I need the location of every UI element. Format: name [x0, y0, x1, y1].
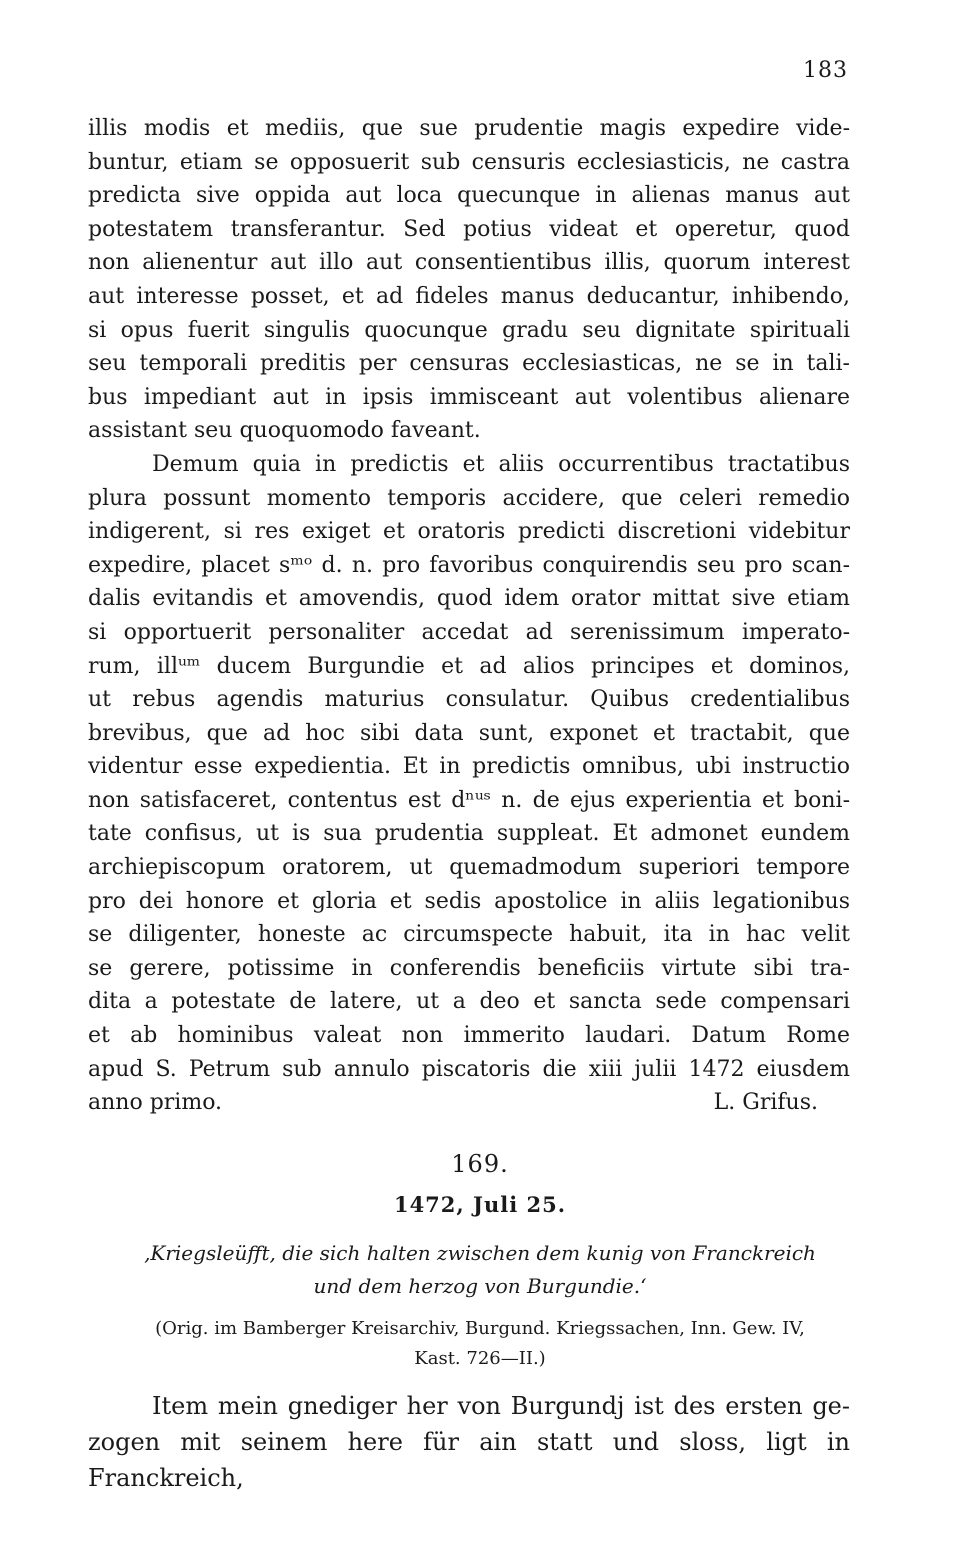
paragraph-2: [88, 448, 850, 1120]
text-line: apud S. Petrum sub annulo piscatoris die xiii julii 1472 eiusdem: [88, 1056, 850, 1082]
signatory: L. Grifus.: [713, 1090, 818, 1116]
text-line: indigerent, si res exiget et oratoris predicti discretioni videbitur: [88, 519, 850, 545]
text-line: rum, illᵘᵐ ducem Burgundie et ad alios principes et dominos,: [88, 653, 850, 679]
text-line: se diligenter, honeste ac circumspecte habuit, ita in hac velit: [88, 922, 850, 948]
text-line: zogen mit seinem here für ain statt und sloss, ligt in Franckreich,: [88, 1428, 850, 1492]
text-line: aut interesse posset, et ad fideles manus deducantur, inhibendo,: [88, 283, 850, 309]
text-line: archiepiscopum oratorem, ut quemadmodum superiori tempore: [88, 855, 850, 881]
text-line: bus impediant aut in ipsis immisceant aut volentibus alienare: [88, 384, 850, 410]
citation-line: Kast. 726—II.): [414, 1348, 546, 1369]
title-line: und dem herzog von Burgundie.‘: [313, 1274, 647, 1298]
document-number: 169.: [451, 1150, 509, 1178]
document-date: 1472, Juli 25.: [393, 1192, 567, 1217]
paragraph-1: [88, 112, 850, 448]
text-line: videntur esse expedientia. Et in predictis omnibus, ubi instructio: [88, 754, 850, 780]
document-title: [120, 1237, 840, 1303]
text-line: predicta sive oppida aut loca quecunque in alienas manus aut: [88, 183, 850, 209]
text-line: brevibus, que ad hoc sibi data sunt, exponet et tractabit, que: [88, 720, 850, 746]
signoff-text: anno primo.: [88, 1090, 223, 1116]
main-text: [88, 112, 850, 1120]
text-line: expedire, placet sᵐᵒ d. n. pro favoribus conquirendis seu pro scan-: [88, 552, 850, 578]
text-line: tate confisus, ut is sua prudentia suppleat. Et admonet eundem: [88, 821, 850, 847]
text-line: non alienentur aut illo aut consentientibus illis, quorum interest: [88, 250, 850, 276]
text-line: potestatem transferantur. Sed potius videat et operetur, quod: [88, 216, 850, 242]
text-line: Demum quia in predictis et aliis occurrentibus tractatibus: [152, 451, 850, 477]
text-line: assistant seu quoquomodo faveant.: [88, 418, 481, 444]
signoff: [88, 1086, 850, 1120]
text-line: si opus fuerit singulis quocunque gradu seu dignitate spirituali: [88, 317, 850, 343]
text-line: si opportuerit personaliter accedat ad serenissimum imperato-: [88, 619, 850, 645]
text-line: ut rebus agendis maturius consulatur. Quibus credentialibus: [88, 687, 850, 713]
title-line: ‚Kriegsleüfft, die sich halten zwischen dem kunig von Franckreich: [144, 1241, 816, 1265]
document-text: [88, 1388, 850, 1496]
citation-line: (Orig. im Bamberger Kreisarchiv, Burgund. Kriegssachen, Inn. Gew. IV,: [155, 1318, 805, 1339]
source-citation: [110, 1314, 850, 1374]
text-line: et ab hominibus valeat non immerito laudari. Datum Rome: [88, 1023, 850, 1049]
text-line: se gerere, potissime in conferendis beneficiis virtute sibi tra-: [88, 955, 850, 981]
text-line: dalis evitandis et amovendis, quod idem orator mittat sive etiam: [88, 586, 850, 612]
text-line: buntur, etiam se opposuerit sub censuris ecclesiasticis, ne castra: [88, 149, 850, 175]
text-line: plura possunt momento temporis accidere, que celeri remedio: [88, 485, 850, 511]
text-line: seu temporali preditis per censuras ecclesiasticas, ne se in tali-: [88, 351, 850, 377]
text-line: Item mein gnediger her von Burgundj ist des ersten ge-: [152, 1392, 850, 1420]
text-line: non satisfaceret, contentus est dⁿᵘˢ n. de ejus experientia et boni-: [88, 787, 850, 813]
page-number: 183: [803, 58, 848, 83]
text-line: illis modis et mediis, que sue prudentie magis expedire vide-: [88, 116, 850, 141]
text-line: dita a potestate de latere, ut a deo et sancta sede compensari: [88, 989, 850, 1015]
text-line: pro dei honore et gloria et sedis apostolice in aliis legationibus: [88, 888, 850, 914]
